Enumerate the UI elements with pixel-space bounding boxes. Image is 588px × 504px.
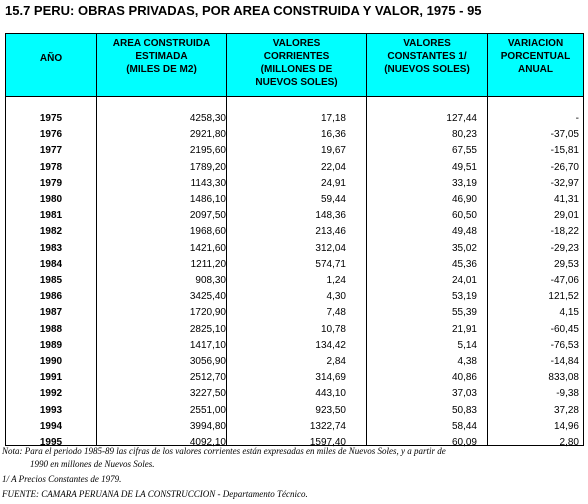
cell-variacion: 29,01: [553, 210, 579, 222]
cell-year: 1990: [39, 356, 63, 367]
header-corrientes-line1: VALORES: [272, 38, 321, 49]
cell-corrientes: 1,24: [326, 275, 346, 286]
table-row: [6, 257, 583, 273]
cell-corrientes: 19,67: [320, 145, 346, 157]
cell-year: 1992: [39, 388, 63, 400]
cell-constantes: 37,03: [451, 388, 477, 400]
cell-constantes: 5,14: [457, 339, 477, 351]
cell-year: 1977: [39, 145, 63, 157]
cell-constantes: 53,19: [451, 291, 477, 303]
table-row: [6, 354, 583, 370]
cell-variacion: 29,53: [553, 258, 579, 270]
cell-constantes: 33,19: [451, 177, 477, 189]
cell-constantes: 60,50: [451, 210, 477, 222]
cell-variacion: -9,38: [556, 388, 579, 400]
header-corrientes-line4: NUEVOS SOLES): [255, 77, 338, 88]
table-row: [6, 192, 583, 208]
cell-variacion: 4,15: [559, 307, 579, 319]
cell-area: 1421,60: [189, 242, 226, 254]
header-area-line3: (MILES DE M2): [126, 64, 197, 75]
cell-area: 3994,80: [189, 420, 226, 432]
cell-variacion: -14,84: [550, 356, 579, 367]
cell-area: 908,30: [195, 275, 226, 286]
cell-constantes: 58,44: [451, 420, 477, 432]
cell-area: 1720,90: [189, 307, 226, 319]
cell-variacion: 37,28: [553, 404, 579, 416]
table-row: [6, 273, 583, 289]
cell-area: 4258,30: [189, 113, 226, 124]
cell-corrientes: 24,91: [320, 177, 346, 189]
header-area-line1: AREA CONSTRUIDA: [112, 38, 211, 49]
cell-area: 1211,20: [190, 258, 226, 270]
cell-constantes: 60,09: [451, 437, 477, 448]
table-row: [6, 419, 583, 435]
cell-variacion: -15,81: [550, 145, 579, 157]
cell-area: 1143,30: [190, 177, 226, 189]
cell-variacion: -: [575, 113, 579, 124]
cell-year: 1980: [39, 194, 63, 205]
header-constantes: [367, 34, 488, 96]
cell-variacion: -47,06: [550, 275, 579, 286]
cell-year: 1979: [39, 177, 63, 189]
cell-constantes: 49,48: [451, 226, 477, 238]
cell-year: 1982: [39, 226, 63, 238]
cell-variacion: -29,23: [550, 242, 579, 254]
cell-area: 4092,10: [189, 437, 226, 448]
cell-corrientes: 134,42: [315, 339, 346, 351]
cell-year: 1994: [39, 420, 63, 432]
table-row: [6, 176, 583, 192]
cell-variacion: 121,52: [548, 291, 579, 303]
table-row: [6, 111, 583, 127]
cell-area: 3425,40: [189, 291, 226, 303]
cell-variacion: 2,80: [559, 437, 579, 448]
cell-constantes: 45,36: [451, 258, 477, 270]
cell-year: 1995: [39, 437, 63, 448]
header-year-label: AÑO: [39, 53, 63, 64]
cell-corrientes: 574,71: [315, 258, 346, 270]
note-periodo-cont: 1990 en millones de Nuevos Soles.: [30, 459, 155, 469]
cell-year: 1985: [39, 275, 63, 286]
cell-constantes: 35,02: [451, 242, 477, 254]
note-periodo: Nota: Para el periodo 1985-89 las cifras de los valores corrientes están expresadas en miles de Nuevos Soles, y a partir de: [2, 446, 446, 456]
cell-area: 1789,20: [189, 161, 226, 173]
cell-variacion: -18,22: [550, 226, 579, 238]
cell-year: 1976: [39, 129, 63, 141]
cell-variacion: 14,96: [553, 420, 579, 432]
cell-area: 1486,10: [189, 194, 226, 205]
cell-area: 2097,50: [189, 210, 226, 222]
table-row: [6, 305, 583, 321]
cell-area: 2512,70: [189, 372, 226, 384]
cell-year: 1984: [39, 258, 63, 270]
cell-year: 1991: [39, 372, 63, 384]
header-corrientes-line2: CORRIENTES: [263, 51, 330, 62]
table-row: [6, 322, 583, 338]
cell-constantes: 4,38: [457, 356, 477, 367]
header-variacion-line1: VARIACION: [507, 38, 564, 49]
cell-corrientes: 17,18: [320, 113, 346, 124]
source-note: FUENTE: CAMARA PERUANA DE LA CONSTRUCCION - Departamento Técnico.: [2, 489, 308, 499]
cell-variacion: -26,70: [550, 161, 579, 173]
cell-area: 2551,00: [189, 404, 226, 416]
table-row: [6, 403, 583, 419]
cell-area: 3227,50: [189, 388, 226, 400]
header-constantes-line2: CONSTANTES 1/: [387, 51, 467, 62]
cell-corrientes: 148,36: [315, 210, 346, 222]
header-year: [6, 34, 97, 96]
table-row: [6, 127, 583, 143]
cell-constantes: 40,86: [451, 372, 477, 384]
cell-year: 1981: [39, 210, 63, 222]
cell-constantes: 49,51: [451, 161, 477, 173]
note-precios: 1/ A Precios Constantes de 1979.: [2, 474, 122, 484]
cell-variacion: -76,53: [550, 339, 579, 351]
cell-variacion: -37,05: [550, 129, 579, 141]
header-variacion: [488, 34, 583, 96]
cell-corrientes: 2,84: [326, 356, 346, 367]
cell-year: 1989: [39, 339, 63, 351]
cell-area: 1417,10: [189, 339, 226, 351]
cell-corrientes: 4,30: [326, 291, 346, 303]
cell-corrientes: 7,48: [326, 307, 346, 319]
cell-area: 2825,10: [189, 323, 226, 335]
cell-year: 1987: [39, 307, 63, 319]
table-row: [6, 208, 583, 224]
table-row: [6, 224, 583, 240]
table-header: [6, 34, 583, 97]
cell-corrientes: 213,46: [315, 226, 346, 238]
cell-constantes: 55,39: [451, 307, 477, 319]
header-variacion-line3: ANUAL: [518, 64, 553, 75]
header-constantes-line1: VALORES: [403, 38, 451, 49]
cell-corrientes: 923,50: [315, 404, 346, 416]
cell-area: 1968,60: [189, 226, 226, 238]
cell-corrientes: 16,36: [320, 129, 346, 141]
table-row: [6, 160, 583, 176]
cell-corrientes: 443,10: [315, 388, 346, 400]
cell-constantes: 67,55: [451, 145, 477, 157]
data-table: [5, 33, 584, 446]
cell-year: 1983: [39, 242, 63, 254]
cell-area: 3056,90: [189, 356, 226, 367]
table-row: [6, 289, 583, 305]
cell-corrientes: 1322,74: [309, 420, 346, 432]
cell-constantes: 127,44: [446, 113, 477, 124]
header-corrientes-line3: (MILLONES DE: [260, 64, 333, 75]
cell-corrientes: 312,04: [315, 242, 346, 254]
cell-constantes: 50,83: [451, 404, 477, 416]
header-constantes-line3: (NUEVOS SOLES): [384, 64, 470, 75]
cell-variacion: 41,31: [553, 194, 579, 205]
cell-constantes: 46,90: [451, 194, 477, 205]
cell-constantes: 80,23: [451, 129, 477, 141]
cell-corrientes: 59,44: [320, 194, 346, 205]
page-title: 15.7 PERU: OBRAS PRIVADAS, POR AREA CONSTRUIDA Y VALOR, 1975 - 95: [5, 3, 482, 18]
cell-variacion: 833,08: [548, 372, 579, 384]
cell-year: 1986: [39, 291, 63, 303]
cell-year: 1975: [39, 113, 63, 124]
header-variacion-line2: PORCENTUAL: [500, 51, 571, 62]
cell-year: 1993: [39, 404, 63, 416]
table-row: [6, 338, 583, 354]
header-area: [97, 34, 227, 96]
cell-constantes: 24,01: [451, 275, 477, 286]
cell-constantes: 21,91: [451, 323, 477, 335]
cell-area: 2195,60: [189, 145, 226, 157]
cell-year: 1988: [39, 323, 63, 335]
cell-variacion: -60,45: [550, 323, 579, 335]
cell-corrientes: 22,04: [320, 161, 346, 173]
header-corrientes: [227, 34, 367, 96]
table-row: [6, 241, 583, 257]
cell-corrientes: 314,69: [315, 372, 346, 384]
table-row: [6, 143, 583, 159]
cell-corrientes: 1597,40: [309, 437, 346, 448]
table-row: [6, 370, 583, 386]
cell-year: 1978: [39, 161, 63, 173]
cell-corrientes: 10,78: [320, 323, 346, 335]
header-area-line2: ESTIMADA: [135, 51, 188, 62]
cell-area: 2921,80: [189, 129, 226, 141]
cell-variacion: -32,97: [550, 177, 579, 189]
table-row: [6, 386, 583, 402]
